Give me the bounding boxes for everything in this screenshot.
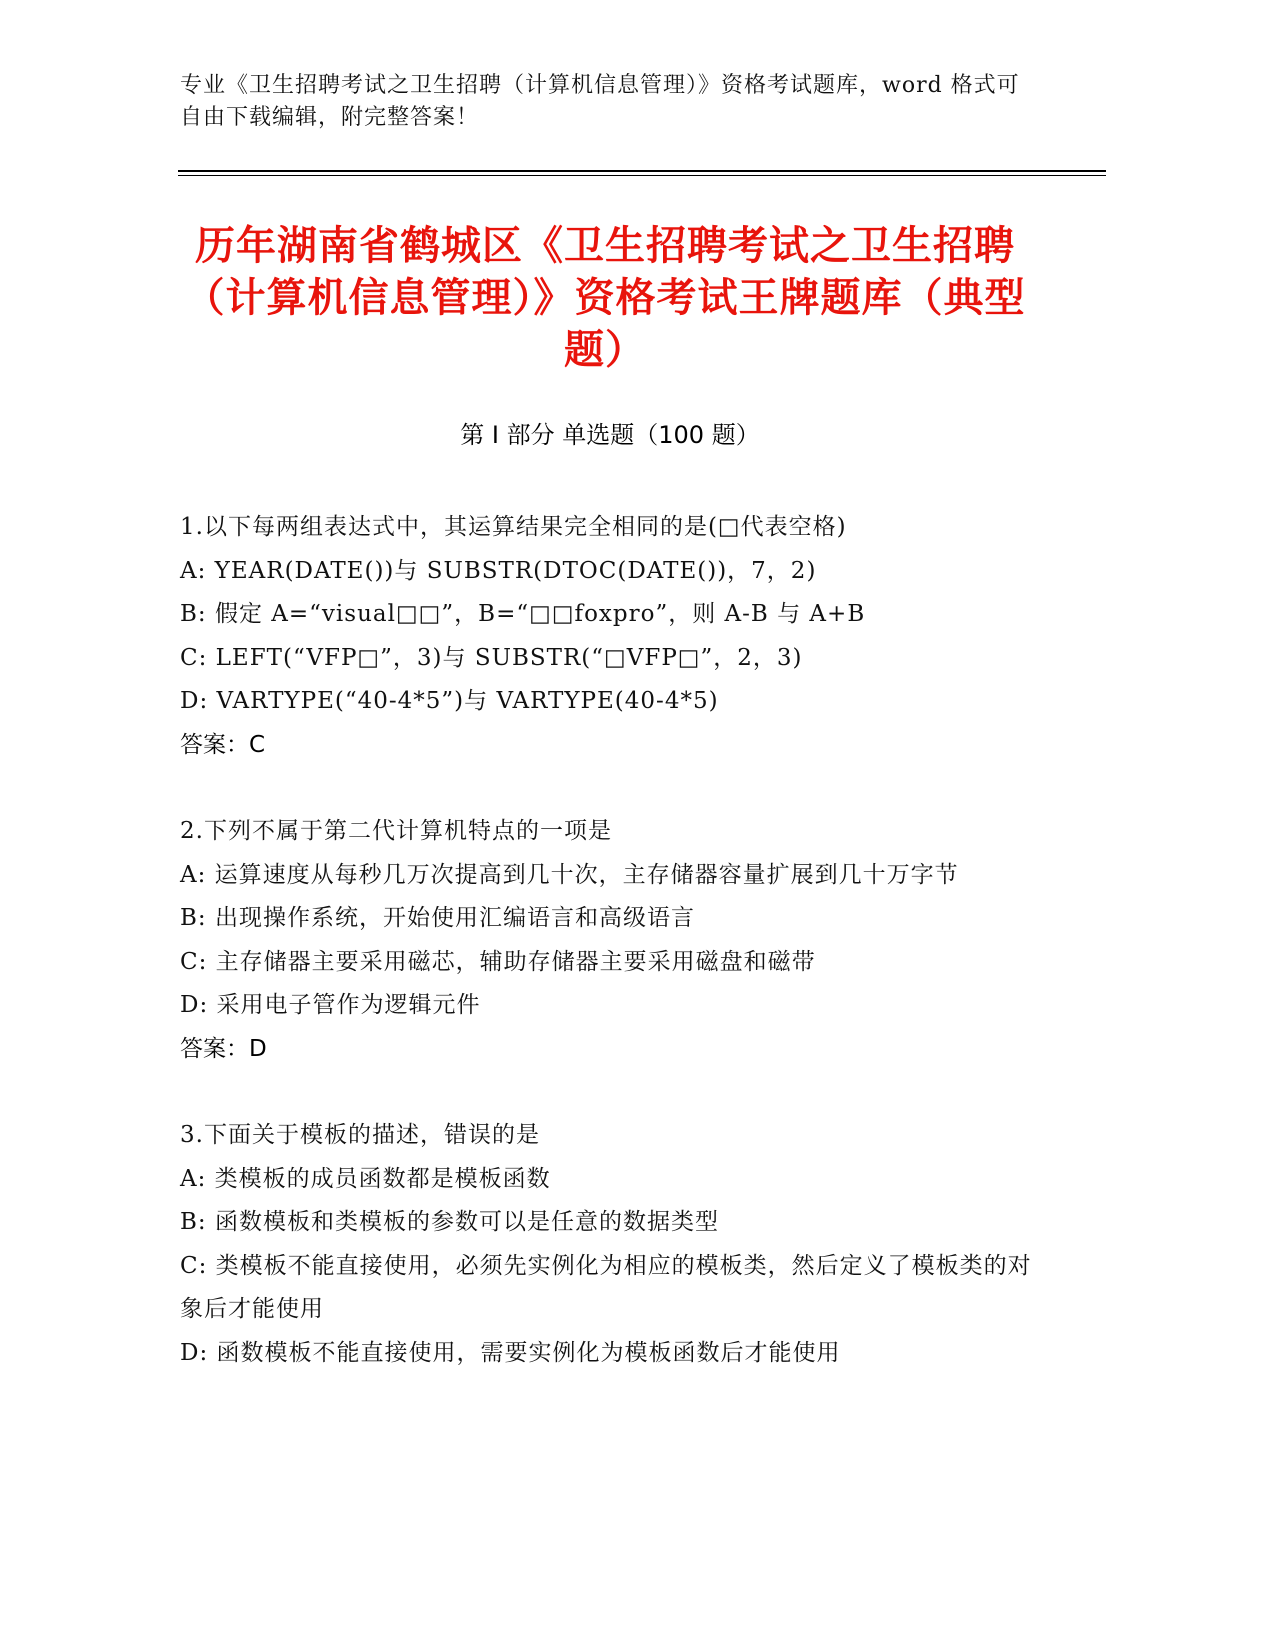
question-stem: 3.下面关于模板的描述，错误的是 xyxy=(180,1122,540,1148)
header-note: 专业《卫生招聘考试之卫生招聘（计算机信息管理）》资格考试题库，word 格式可自由下载编辑，附完整答案！ xyxy=(180,73,1020,130)
option-a: A: YEAR(DATE())与 SUBSTR(DTOC(DATE())，7，2) xyxy=(180,557,817,584)
section-title: 第 I 部分 单选题（100 题） xyxy=(460,421,760,449)
option-c: C: 类模板不能直接使用，必须先实例化为相应的模板类，然后定义了模板类的对象后才能使用 xyxy=(180,1252,1032,1322)
question-3 xyxy=(180,1114,1040,1375)
question-stem: 2.下列不属于第二代计算机特点的一项是 xyxy=(180,818,612,844)
option-d: D: 采用电子管作为逻辑元件 xyxy=(180,992,481,1018)
option-a: A: 运算速度从每秒几万次提高到几十次，主存储器容量扩展到几十万字节 xyxy=(180,861,959,888)
option-c: C: LEFT(“VFP□”，3)与 SUBSTR(“□VFP□”，2，3) xyxy=(180,644,803,671)
option-a: A: 类模板的成员函数都是模板函数 xyxy=(180,1165,551,1192)
option-b: B: 假定 A=“visual□□”，B=“□□foxpro”，则 A-B 与 A+B xyxy=(180,601,866,627)
answer: 答案：C xyxy=(180,731,266,758)
header-rule-thin xyxy=(178,175,1106,176)
question-2 xyxy=(180,810,1040,1071)
option-c: C: 主存储器主要采用磁芯，辅助存储器主要采用磁盘和磁带 xyxy=(180,948,816,975)
question-list xyxy=(180,506,1040,1418)
option-d: D: 函数模板不能直接使用，需要实例化为模板函数后才能使用 xyxy=(180,1339,841,1366)
option-d: D: VARTYPE(“40-4*5”)与 VARTYPE(40-4*5) xyxy=(180,688,719,714)
question-1 xyxy=(180,506,1040,767)
answer: 答案：D xyxy=(180,1035,267,1062)
option-b: B: 出现操作系统，开始使用汇编语言和高级语言 xyxy=(180,905,695,931)
option-b: B: 函数模板和类模板的参数可以是任意的数据类型 xyxy=(180,1209,719,1235)
document-title: 历年湖南省鹤城区《卫生招聘考试之卫生招聘（计算机信息管理）》资格考试王牌题库（典型题） xyxy=(184,223,1026,373)
question-stem: 1.以下每两组表达式中，其运算结果完全相同的是(□代表空格) xyxy=(180,514,847,540)
header-rule-thick xyxy=(178,170,1106,172)
